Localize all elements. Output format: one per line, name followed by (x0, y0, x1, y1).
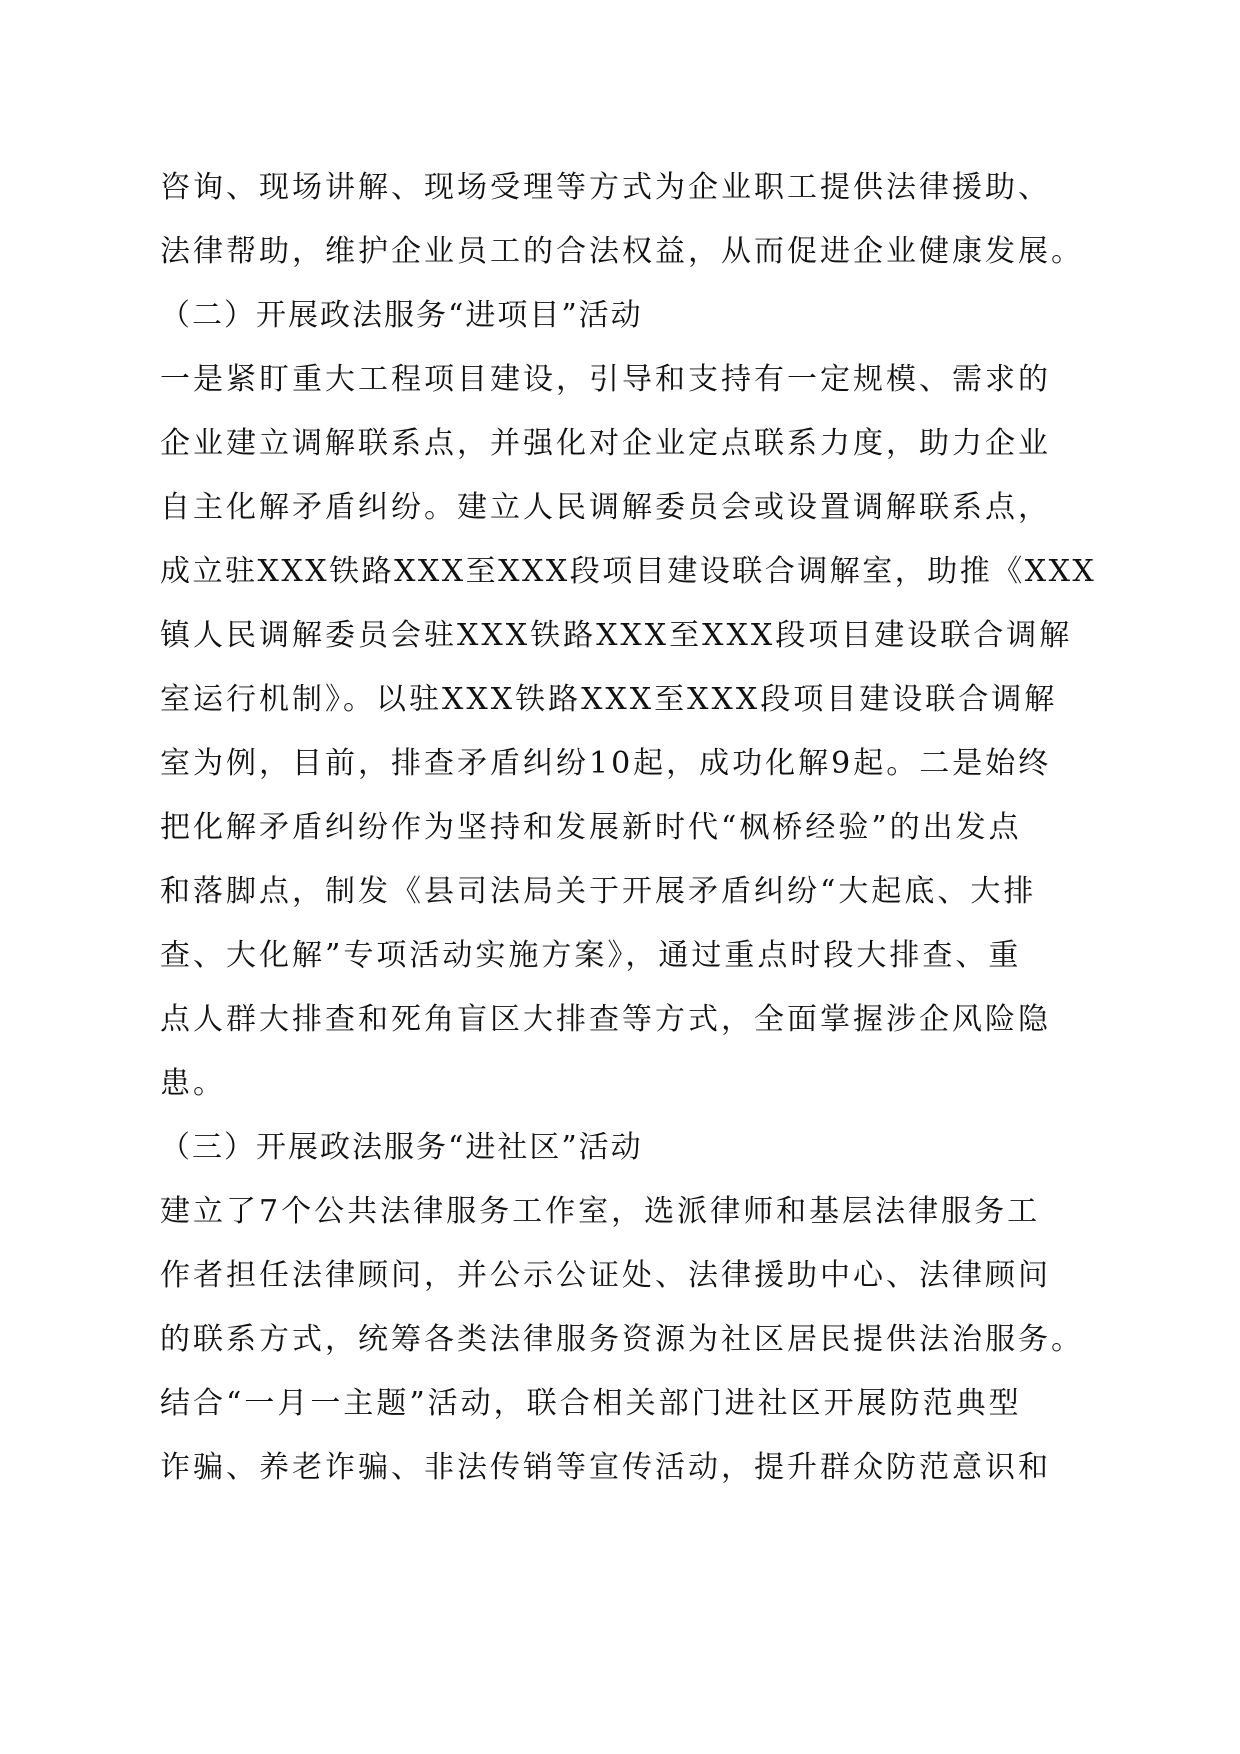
paragraph-line: 咨询、现场讲解、现场受理等方式为企业职工提供法律援助、 (160, 170, 1051, 205)
paragraph-line: 一是紧盯重大工程项目建设，引导和支持有一定规模、需求的 (160, 362, 1051, 397)
paragraph-line: 结合“一月一主题”活动，联合相关部门进社区开展防范典型 (160, 1386, 1022, 1421)
section-heading: （三）开展政法服务“进社区”活动 (160, 1130, 643, 1165)
paragraph-line: 建立了7个公共法律服务工作室，选派律师和基层法律服务工 (160, 1194, 1041, 1229)
paragraph-line: 自主化解矛盾纠纷。建立人民调解委员会或设置调解联系点， (160, 490, 1051, 525)
paragraph-line: 企业建立调解联系点，并强化对企业定点联系力度，助力企业 (160, 426, 1051, 461)
paragraph-line: 查、大化解”专项活动实施方案》，通过重点时段大排查、重 (160, 938, 1022, 973)
paragraph-line: 室运行机制》。以驻XXX铁路XXX至XXX段项目建设联合调解 (160, 682, 1058, 717)
paragraph-line: 作者担任法律顾问，并公示公证处、法律援助中心、法律顾问 (160, 1258, 1051, 1293)
paragraph-line: 和落脚点，制发《县司法局关于开展矛盾纠纷“大起底、大排 (160, 874, 1037, 909)
paragraph-line: 把化解矛盾纠纷作为坚持和发展新时代“枫桥经验”的出发点 (160, 810, 1022, 845)
paragraph-line: 法律帮助，维护企业员工的合法权益，从而促进企业健康发展。 (160, 234, 1084, 269)
paragraph-line: 患。 (160, 1066, 226, 1101)
paragraph-line: 成立驻XXX铁路XXX至XXX段项目建设联合调解室，助推《XXX (160, 554, 1097, 589)
paragraph-line: 室为例，目前，排查矛盾纠纷10起，成功化解9起。二是始终 (160, 746, 1052, 781)
section-heading: （二）开展政法服务“进项目”活动 (160, 298, 643, 333)
paragraph-line: 诈骗、养老诈骗、非法传销等宣传活动，提升群众防范意识和 (160, 1450, 1051, 1485)
paragraph-line: 镇人民调解委员会驻XXX铁路XXX至XXX段项目建设联合调解 (160, 618, 1073, 653)
paragraph-line: 点人群大排查和死角盲区大排查等方式，全面掌握涉企风险隐 (160, 1002, 1051, 1037)
paragraph-line: 的联系方式，统筹各类法律服务资源为社区居民提供法治服务。 (160, 1322, 1084, 1357)
